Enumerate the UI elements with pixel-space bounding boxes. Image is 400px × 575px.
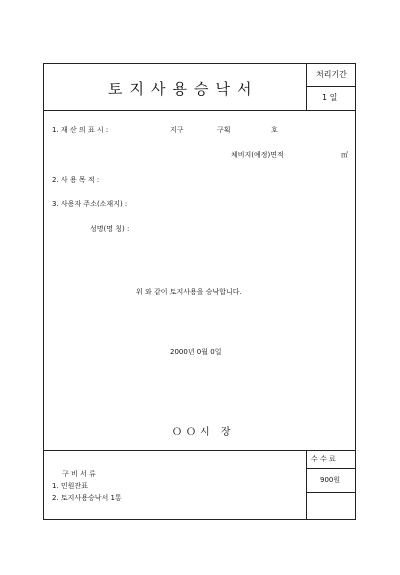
document-title: 토지사용승낙서 <box>108 80 259 98</box>
block-label: 구획 <box>217 126 231 134</box>
processing-period-label: 처리기간 <box>316 70 347 79</box>
attachments-heading: 구 비 서 류 <box>62 470 96 478</box>
name-label: 성명(명 칭) : <box>90 225 130 233</box>
header-divider <box>43 110 356 111</box>
fee-value: 900원 <box>320 476 341 484</box>
consent-statement: 위 와 같이 토지사용을 승낙합니다. <box>136 288 242 296</box>
address-label: 3. 사용자 주소(소재지) : <box>52 200 128 208</box>
processing-inner-divider <box>306 86 356 87</box>
border-right <box>355 63 356 520</box>
issue-date: 2000년 0월 0일 <box>170 348 222 356</box>
property-label: 1. 재 산 의 표 시 : <box>52 126 109 134</box>
border-left <box>43 63 44 520</box>
attachment-item-1: 1. 민원잔표 <box>52 482 88 490</box>
footer-divider <box>43 450 356 451</box>
purpose-label: 2. 사 용 목 적 : <box>52 176 100 184</box>
fee-inner-divider-1 <box>306 468 356 469</box>
fee-inner-divider-2 <box>306 492 356 493</box>
number-label: 호 <box>271 126 278 134</box>
attachment-item-2: 2. 토지사용승낙서 1통 <box>52 494 122 502</box>
border-top <box>43 63 356 64</box>
border-bottom <box>43 519 356 520</box>
mayor-signature: ＯＯ시 장 <box>172 427 235 438</box>
area-unit: ㎡ <box>341 151 348 159</box>
district-label: 지구 <box>170 126 184 134</box>
area-label: 체비지(예정)면적 <box>231 151 284 159</box>
fee-label: 수 수 료 <box>311 455 336 463</box>
fee-divider <box>306 450 307 520</box>
processing-period-value: 1 일 <box>322 93 338 102</box>
